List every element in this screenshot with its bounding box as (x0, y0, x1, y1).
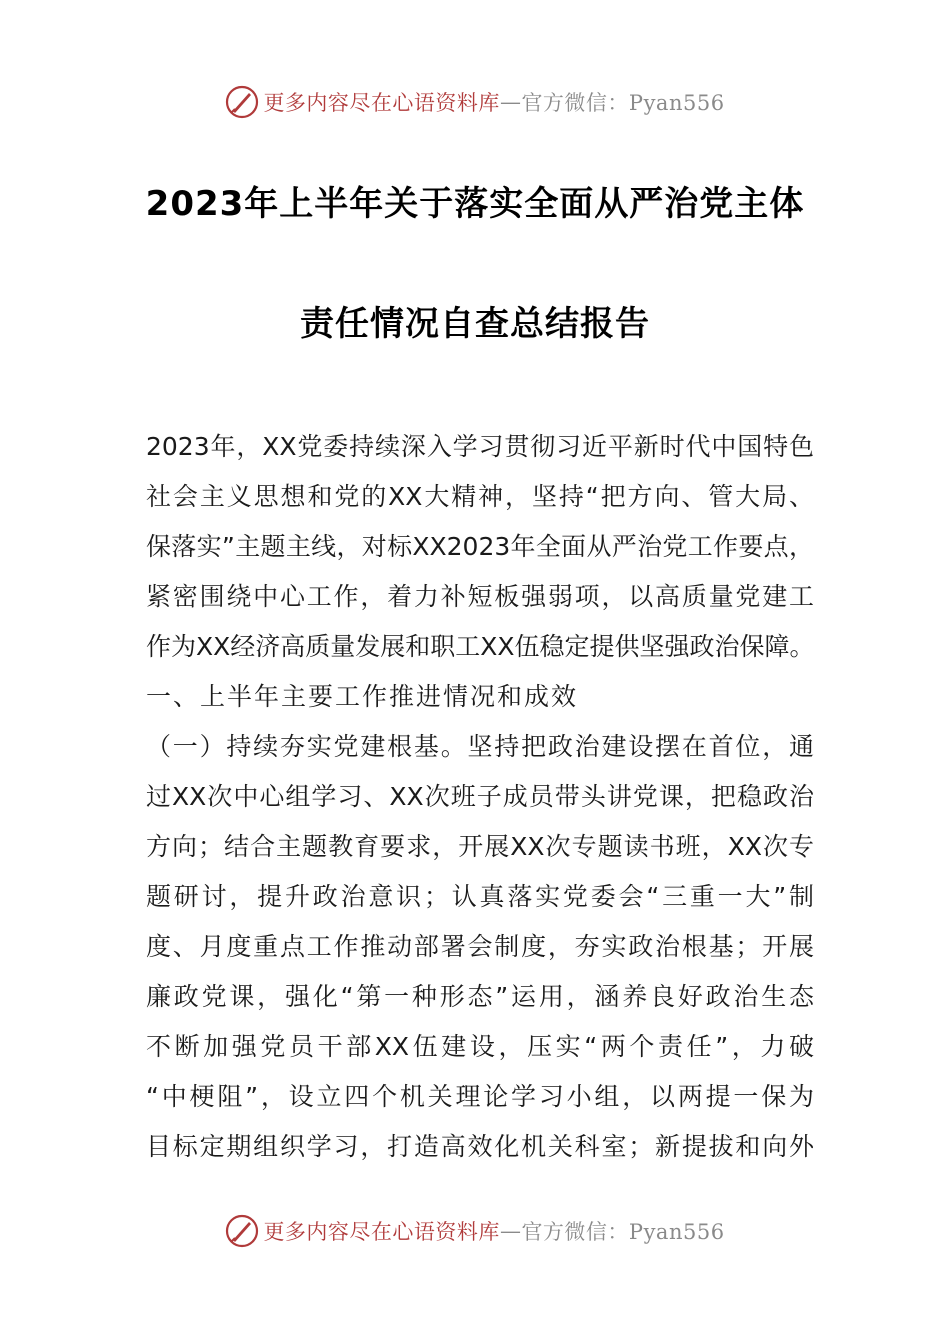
document-body (146, 426, 814, 1176)
body-line: 保落实”主题主线，对标XX2023年全面从严治党工作要点， (146, 532, 814, 561)
body-line: 廉政党课，强化“第一种形态”运用，涵养良好政治生态 (146, 982, 814, 1011)
body-line: 目标定期组织学习，打造高效化机关科室；新提拔和向外 (146, 1132, 814, 1161)
document-title-line-2: 责任情况自查总结报告 (300, 304, 650, 344)
body-line: 社会主义思想和党的XX大精神，坚持“把方向、管大局、 (146, 482, 814, 511)
watermark-wechat: 官方微信：Pyan556 (521, 91, 725, 115)
body-line: 不断加强党员干部XX伍建设，压实“两个责任”，力破 (146, 1032, 814, 1061)
body-line: 度、月度重点工作推动部署会制度，夯实政治根基；开展 (146, 932, 814, 961)
body-line: （一）持续夯实党建根基。坚持把政治建设摆在首位，通 (146, 732, 814, 761)
section-heading: 一、上半年主要工作推进情况和成效 (146, 682, 579, 711)
watermark-separator: — (499, 1219, 522, 1243)
body-line: 题研讨，提升政治意识；认真落实党委会“三重一大”制 (146, 882, 814, 911)
body-line: 过XX次中心组学习、XX次班子成员带头讲党课，把稳政治 (146, 782, 814, 811)
watermark-banner-bottom (0, 1211, 950, 1251)
body-line: “中梗阻”，设立四个机关理论学习小组，以两提一保为 (146, 1082, 814, 1111)
watermark-separator: — (499, 90, 522, 114)
body-line: 2023年，XX党委持续深入学习贯彻习近平新时代中国特色 (146, 432, 814, 461)
body-line: 方向；结合主题教育要求，开展XX次专题读书班，XX次专 (146, 832, 814, 861)
quill-logo-icon (225, 85, 259, 119)
watermark-wechat: 官方微信：Pyan556 (521, 1220, 725, 1244)
document-title-line-1: 2023年上半年关于落实全面从严治党主体 (145, 184, 805, 224)
body-line: 作为XX经济高质量发展和职工XX伍稳定提供坚强政治保障。 (146, 632, 815, 661)
watermark-text: 更多内容尽在心语资料库 (263, 1220, 500, 1244)
body-line: 紧密围绕中心工作，着力补短板强弱项，以高质量党建工 (146, 582, 814, 611)
watermark-text: 更多内容尽在心语资料库 (263, 91, 500, 115)
watermark-banner-top (0, 82, 950, 122)
quill-logo-icon (225, 1214, 259, 1248)
